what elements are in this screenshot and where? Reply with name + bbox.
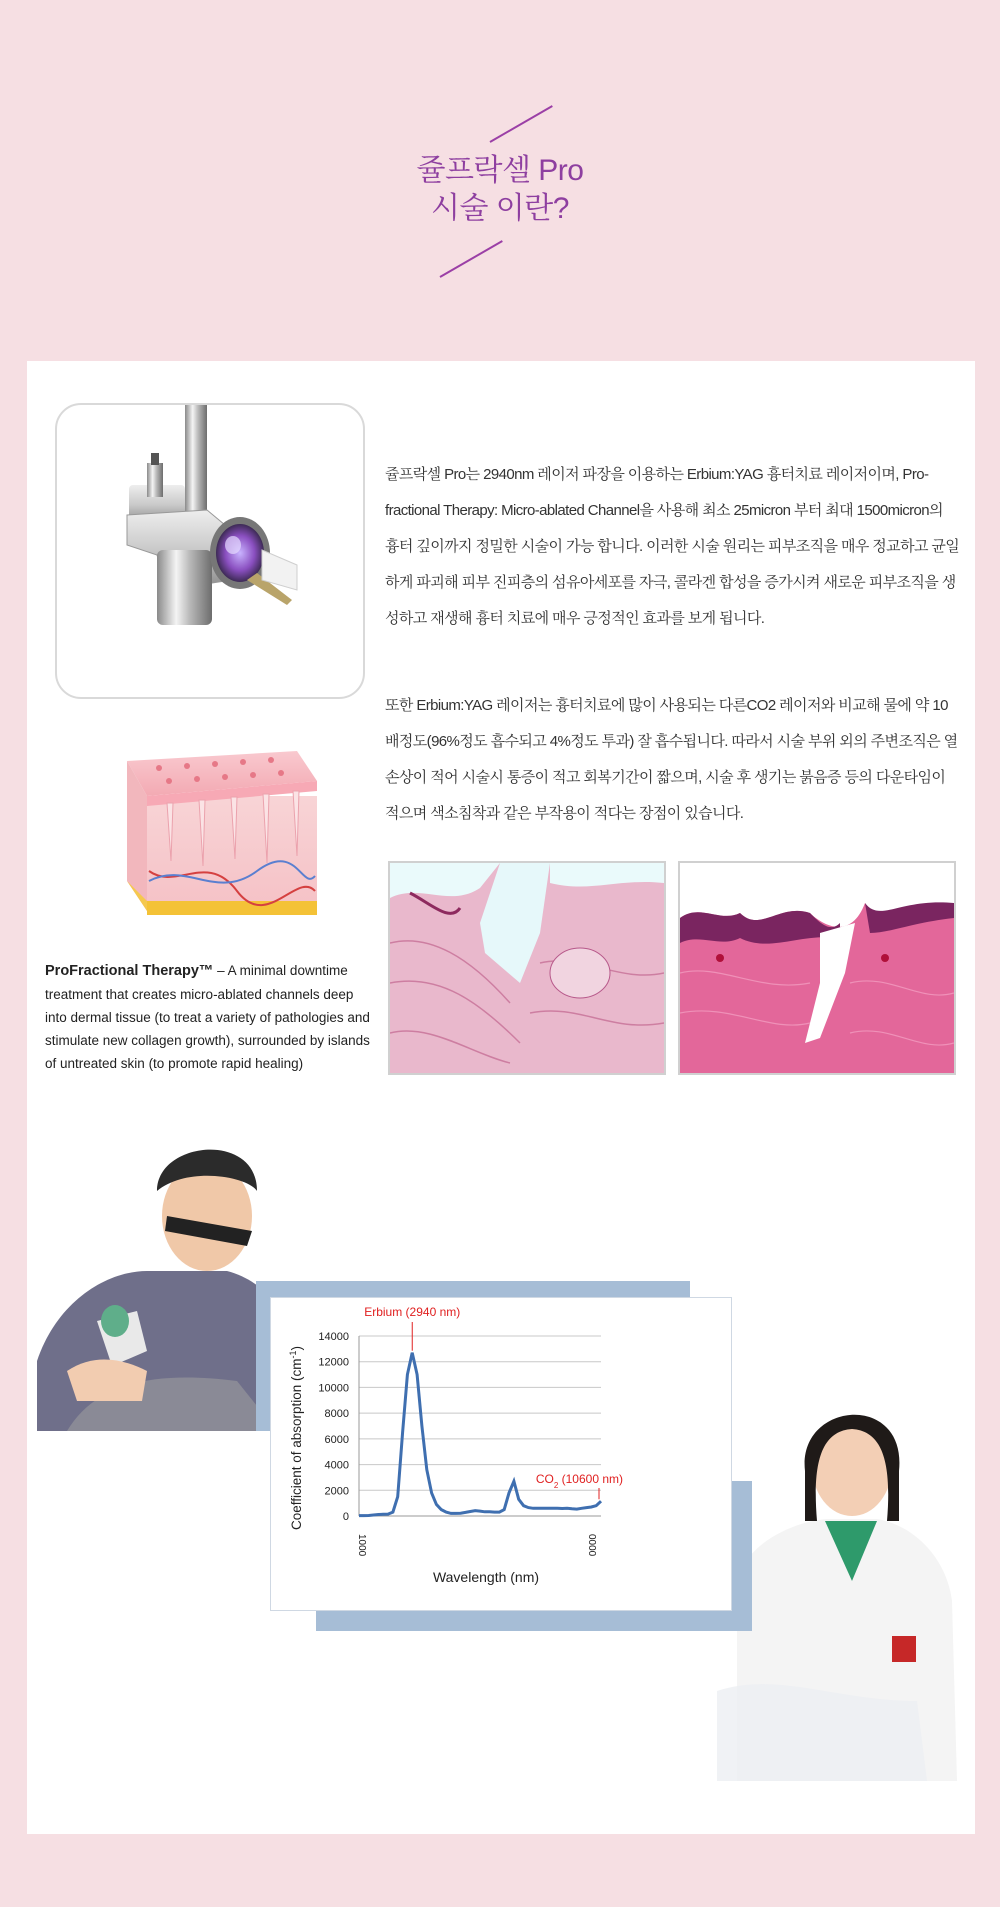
doctor-photo-female <box>717 1371 967 1781</box>
chart-y-tick-label: 6000 <box>324 1433 349 1446</box>
page-title-line2: 시술 이란? <box>431 192 569 225</box>
absorption-chart-card <box>270 1297 732 1611</box>
chart-x-tick-label: 0000 <box>586 1534 597 1557</box>
chart-x-tick-label: 1000 <box>356 1534 367 1557</box>
erbium-absorption-series-line <box>359 1353 601 1516</box>
histology-image-left <box>388 861 666 1075</box>
page-title-line1: 쥴프락셀 Pro <box>416 154 584 187</box>
chart-y-axis-label-close: ) <box>289 1345 304 1351</box>
content-card <box>27 361 975 1834</box>
co2-label-tail: (10600 nm) <box>558 1472 623 1486</box>
intro-paragraph-1: 쥴프락셀 Pro는 2940nm 레이저 파장을 이용하는 Erbium:YAG 흉터치료 레이저이며, Pro-fractional Therapy: Micro-ablated Channel을 사용해 최소 25micron 부터 최대 1500micron의 흉터 깊이까지 정밀한 시술이 가능 합니다. 이러한 시술 원리는 피부조직을 매우 정교하고 균일하게 파괴해 피부 진피층의 섬유아세포를 자극, 콜라겐 합성을 증가시켜 새로운 피부조직을 생성하고 재생해 흉터 치료에 매우 긍정적인 효과를 보게 됩니다. <box>385 466 960 627</box>
chart-y-tick-label: 10000 <box>318 1382 349 1395</box>
chart-y-tick-label: 0 <box>342 1511 349 1523</box>
co2-label-sub: 2 <box>553 1480 559 1490</box>
title-deco-line-top <box>490 105 553 143</box>
chart-y-tick-label: 8000 <box>324 1408 349 1421</box>
laser-handpiece-image <box>55 403 365 699</box>
co2-label-main: CO <box>535 1472 554 1486</box>
erbium-peak-label: Erbium (2940 nm) <box>364 1305 461 1319</box>
caption-title: ProFractional Therapy™ <box>45 963 214 979</box>
chart-x-axis-label: Wavelength (nm) <box>432 1569 540 1585</box>
histology-image-right <box>678 861 956 1075</box>
chart-y-axis-label-sup: -1 <box>288 1350 298 1359</box>
chart-y-tick-label: 4000 <box>324 1459 349 1472</box>
page-title <box>0 152 1000 228</box>
absorption-chart <box>271 1298 731 1610</box>
intro-paragraph-2: 또한 Erbium:YAG 레이저는 흉터치료에 많이 사용되는 다른CO2 레이저와 비교해 물에 약 10배정도(96%정도 흡수되고 4%정도 투과) 잘 흡수됩니다. 따라서 시술 부위 외의 주변조직은 열손상이 적어 시술시 통증이 적고 회복기간이 짧으며, 시술 후 생기는 붉음증 등의 다운타임이 적으며 색소침착과 같은 부작용이 적다는 장점이 있습니다. <box>385 697 958 822</box>
chart-y-axis-label <box>288 1346 304 1530</box>
chart-y-axis-label-main: Coefficient of absorption (cm <box>289 1358 304 1531</box>
fractional-skin-diagram <box>87 741 317 921</box>
chart-y-tick-label: 2000 <box>324 1485 349 1498</box>
profractional-caption <box>45 959 375 1075</box>
caption-text: – A minimal downtime treatment that creates micro-ablated channels deep into dermal tissue (to treat a variety of pathologies and stimulate new collagen growth), surrounded by islands of untreated skin (to promote rapid healing) <box>45 963 370 1071</box>
co2-label <box>536 1472 623 1490</box>
title-deco-line-bottom <box>440 240 503 278</box>
chart-y-tick-label: 12000 <box>318 1356 349 1369</box>
chart-y-tick-label: 14000 <box>318 1331 349 1343</box>
